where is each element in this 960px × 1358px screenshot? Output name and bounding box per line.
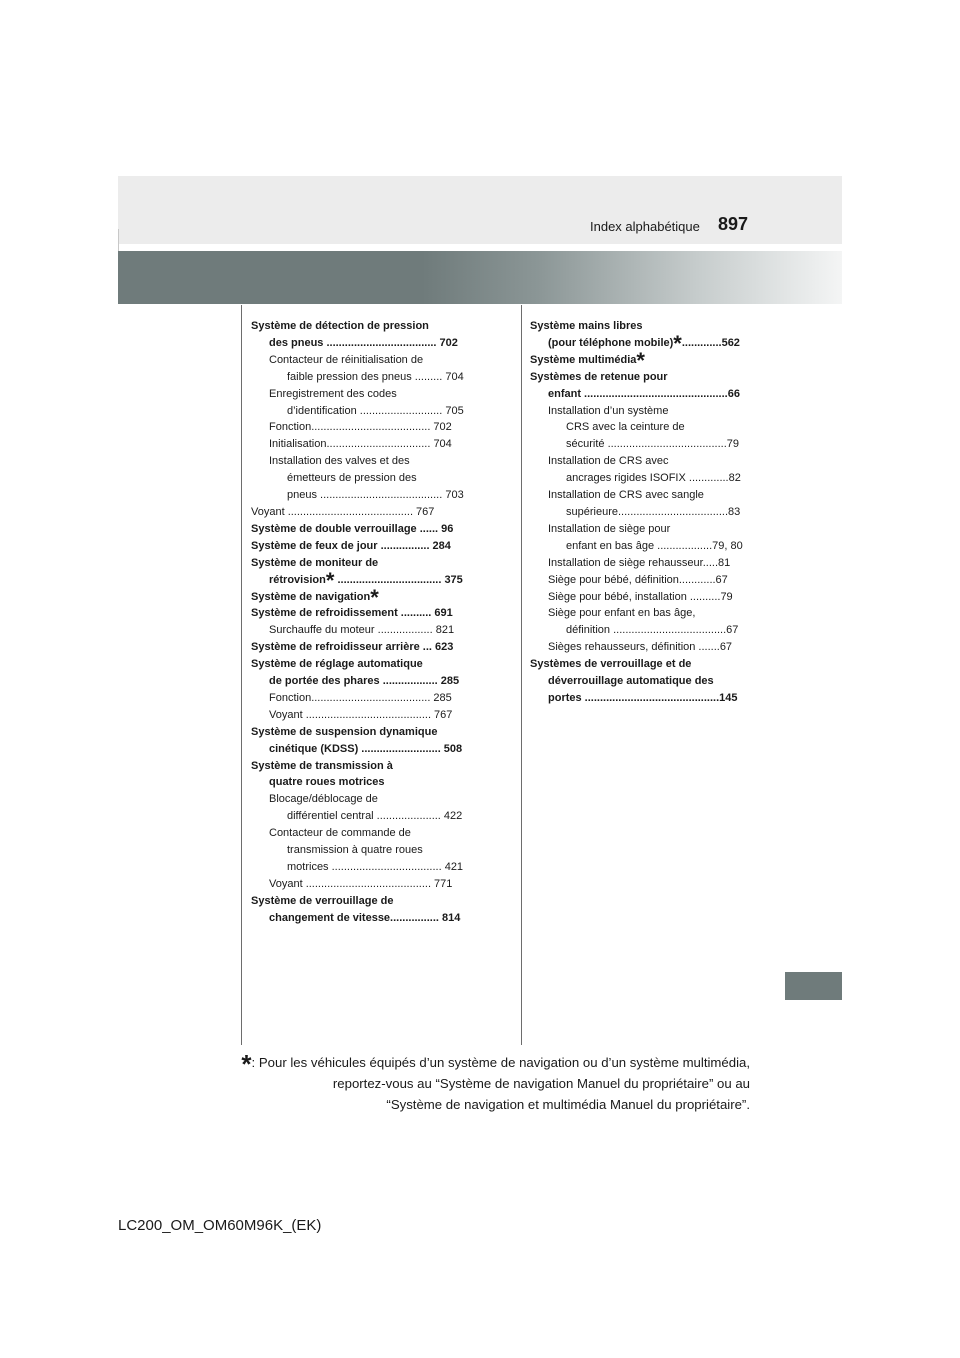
index-entry [251,352,513,386]
index-entry-line [251,470,513,487]
index-entry-text: Initialisation.................................. 704 [269,438,452,451]
index-entry-line [251,419,513,436]
index-entry-line [251,825,513,842]
index-entry-text: cinétique (KDSS) .......................... 508 [269,742,463,755]
index-entry [251,584,513,610]
index-entry-line [251,521,513,538]
index-entry-text: Système de transmission à [251,759,393,772]
index-entry-text: Contacteur de réinitialisation de [269,353,424,366]
index-entry-line [251,639,513,656]
index-entry-text: Installation de CRS avec [548,455,669,468]
index-entry-text: rétrovision [269,573,326,586]
index-entry-line [251,774,513,791]
index-entry-line [251,859,513,876]
chapter-tab [785,972,842,1000]
index-entry-text: Voyant ......................................... 767 [269,708,453,721]
index-entry-line [251,893,513,910]
index-entry-text: Système de double verrouillage ...... 96 [251,522,454,535]
index-entry-text: déverrouillage automatique des [548,675,714,688]
footnote-line-1: : Pour les véhicules équipés d’un système de navigation ou d’un système multimédia, [251,1055,750,1070]
index-entry-line [530,453,754,470]
index-entry-text: Enregistrement des codes [269,387,397,400]
index-entry-text: Installation de CRS avec sangle [548,489,704,502]
index-entry-page: .............562 [681,336,740,349]
index-entry-text: Systèmes de verrouillage et de [530,658,692,671]
index-entry-line [251,318,513,335]
document-code: LC200_OM_OM60M96K_(EK) [118,1217,322,1234]
index-entry-text: changement de vitesse................ 814 [269,911,461,924]
index-entry-line [251,403,513,420]
index-entry-text: Voyant ......................................... 771 [269,877,453,890]
index-entry-text: Systèmes de retenue pour [530,370,668,383]
index-entry-line [530,538,754,555]
index-entry [530,656,754,707]
index-entry-line [251,622,513,639]
index-entry-line [530,690,754,707]
index-entry-text: Siège pour bébé, installation ..........79 [548,590,733,603]
index-entry-text: Blocage/déblocage de [269,793,378,806]
index-entry [251,386,513,420]
index-entry-text: Voyant ......................................... 767 [251,505,435,518]
index-entry-line [251,690,513,707]
index-entry-page: .................................. 375 [334,573,463,586]
index-entry-line [251,335,513,352]
left-column-rule [241,305,242,1045]
index-entry [530,347,754,373]
index-entry-line [530,605,754,622]
index-entry-text: Fonction....................................... 285 [269,691,452,704]
index-entry [251,521,513,538]
index-entry-text: motrices .................................... 421 [287,861,464,873]
index-entry-line [530,639,754,656]
index-entry-line [530,487,754,504]
index-entry-line [251,538,513,555]
index-entry [251,504,513,521]
index-entry [251,622,513,639]
index-entry-text: faible pression des pneus ......... 704 [287,370,464,383]
index-entry-text: Siège pour enfant en bas âge, [548,607,696,620]
index-entry [251,724,513,758]
index-entry-text: Système de navigation [251,590,371,603]
index-entry [530,453,754,487]
index-entry [251,758,513,792]
index-entry-line [251,758,513,775]
index-entry-text: Système de refroidisseur arrière ... 623 [251,641,454,654]
index-entry-text: quatre roues motrices [269,776,385,789]
index-entry-text: Système de refroidissement .......... 691 [251,607,453,620]
index-entry-line [530,436,754,453]
index-entry [530,639,754,656]
index-entry-line [251,910,513,927]
index-entry-text: sécurité .......................................79 [566,438,739,451]
index-entry [251,791,513,825]
page-number: 897 [718,214,749,234]
footnote-asterisk: * [241,1049,252,1079]
index-entry-line [251,504,513,521]
index-entry-line [530,504,754,521]
asterisk-marker: * [636,347,645,373]
index-entry [530,487,754,521]
index-column-right [530,318,754,707]
index-entry-text: Système mains libres [530,320,643,332]
index-entry-text: des pneus .................................... 702 [269,336,458,349]
index-entry-line [251,369,513,386]
footnote-line-2: reportez-vous au “Système de navigation Manuel du propriétaire” ou au [332,1076,750,1091]
index-entry-text: émetteurs de pression des [287,472,417,485]
index-entry-text: Système multimédia [530,353,637,366]
index-entry-text: Système de réglage automatique [251,658,423,671]
index-entry-text: définition .....................................67 [566,624,739,637]
index-entry [530,318,754,356]
index-entry-text: Surchauffe du moteur .................. 821 [269,624,455,637]
index-entry-line [251,808,513,825]
index-entry-line [251,791,513,808]
index-entry [530,555,754,572]
index-entry-line [530,521,754,538]
index-entry-text: supérieure....................................83 [566,505,741,518]
index-entry-text: pneus ........................................ 703 [287,489,464,502]
index-entry [251,453,513,504]
index-entry-line [251,386,513,403]
index-entry-line [530,656,754,673]
index-entry-text: Système de suspension dynamique [251,725,438,738]
index-entry [251,876,513,893]
index-entry-line [251,487,513,504]
index-entry-line [251,555,513,572]
index-entry [251,555,513,593]
index-entry-line [251,436,513,453]
index-entry [251,419,513,436]
index-entry-line [530,572,754,589]
index-entry-text: Installation d’un système [548,404,669,417]
index-entry-text: Système de verrouillage de [251,894,394,907]
index-entry [251,656,513,690]
index-entry-text: Système de moniteur de [251,556,379,569]
index-entry-text: Sièges rehausseurs, définition .......67 [548,641,733,654]
section-title: Index alphabétique [590,219,700,234]
footnote-line-3: “Système de navigation et multimédia Manuel du propriétaire”. [386,1097,750,1112]
index-entry-text: Installation de siège pour [548,522,671,535]
index-column-left [251,318,513,927]
index-entry-line [530,470,754,487]
index-entry-line [530,419,754,436]
index-entry-line [530,589,754,606]
index-entry-line [530,403,754,420]
index-entry-text: enfant en bas âge ..................79, 80 [566,539,743,552]
index-entry-line [251,741,513,758]
index-entry [251,436,513,453]
index-entry-line [251,605,513,622]
index-entry-text: de portée des phares .................. 285 [269,675,460,688]
index-entry-line [530,673,754,690]
index-entry-text: Fonction....................................... 702 [269,421,452,434]
index-entry-text: Contacteur de commande de [269,827,411,840]
index-entry-line [251,724,513,741]
asterisk-marker: * [673,330,682,356]
index-entry-line [251,876,513,893]
index-entry-text: d’identification ........................... 705 [287,404,464,417]
index-entry-text: Installation des valves et des [269,455,410,468]
index-entry-text: ancrages rigides ISOFIX .............82 [566,472,741,485]
asterisk-marker: * [370,584,379,610]
index-entry-line [251,584,513,610]
index-entry-text: Système de détection de pression [251,320,429,332]
index-entry [251,639,513,656]
index-entry-text: CRS avec la ceinture de [566,421,685,434]
index-entry [251,825,513,876]
footnote [228,1049,750,1115]
asterisk-marker: * [325,567,335,593]
index-entry-line [251,842,513,859]
header-left-rule [118,229,119,251]
index-entry [530,521,754,555]
index-entry-text: Système de feux de jour ................ 284 [251,539,451,552]
index-entry-text: portes ............................................145 [548,691,738,704]
index-entry-text: Siège pour bébé, définition............67 [548,573,728,586]
index-entry [251,707,513,724]
center-column-rule [521,305,522,1045]
index-entry-line [530,386,754,403]
index-entry-line [530,347,754,373]
index-entry [251,318,513,352]
index-entry-line [530,622,754,639]
index-entry [251,893,513,927]
index-entry-line [251,567,513,593]
index-entry-line [251,673,513,690]
index-entry-line [251,352,513,369]
index-entry [530,369,754,403]
index-entry [251,538,513,555]
index-entry [530,605,754,639]
index-entry-line [530,555,754,572]
header-gradient-bar [118,251,842,304]
index-entry-text: différentiel central ..................... 422 [287,810,463,823]
index-entry-text: Installation de siège rehausseur.....81 [548,556,731,569]
index-entry [530,589,754,606]
index-entry [530,572,754,589]
index-entry-text: enfant ...............................................66 [548,387,740,400]
index-entry [530,403,754,454]
index-entry [251,690,513,707]
index-entry-text: transmission à quatre roues [287,844,423,857]
index-entry [251,605,513,622]
index-entry-line [530,318,754,335]
index-entry-text: (pour téléphone mobile) [548,336,674,349]
index-entry-line [251,453,513,470]
index-entry-line [251,707,513,724]
index-entry-line [251,656,513,673]
